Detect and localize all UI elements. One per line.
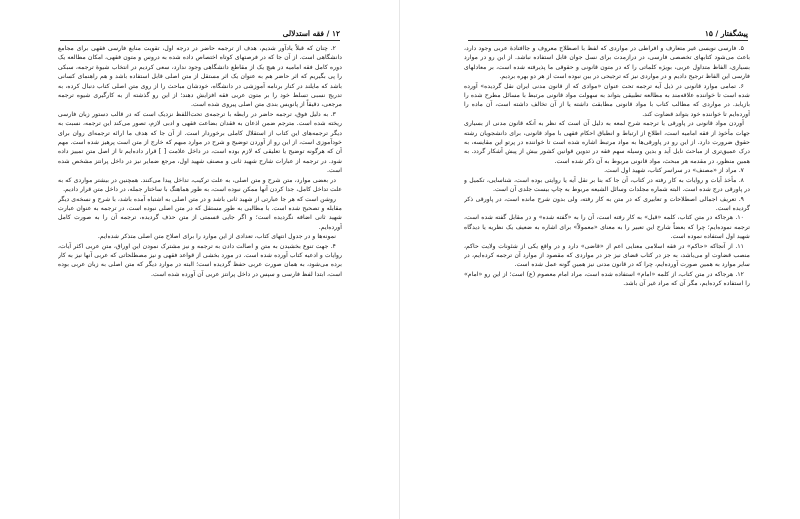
paragraph: آوردن مواد قانونی در پاورقی یا ترجمه شرح لمعه به دلیل آن است که نظر به آنکه قانون مدنی از بسیاری جهات مأخوذ از فقه امامیه است، اطلاع از ارتباط و انطباق احکام فقهی با مواد قانونی، برای دانشجویان رشته حقوق ضرورت دارد. از این رو در پاورقی‌ها به مواد مرتبط اشاره شده است تا خواننده در پرتو این مقایسه، به درک عمیق‌تری از مباحث نایل آید و بدین وسیله سهم فقه در تدوین قوانین کشور بیش از پیش آشکار گردد. به همین منظور، در مقدمه هر مبحث، مواد قانونی مربوط به آن ذکر شده است. bbox=[464, 120, 750, 165]
paragraph: ۵. فارسی نویسی غیر متعارف و افراطی در مواردی که لفظ با اصطلاح معروف و جاافتادهٔ عربی وجود دارد، باعث می‌شود کتابهای تخصصی فارسی، در درازمدت برای نسل جوان قابل استفاده نباشد. از این رو در موارد بسیاری، الفاظ متداول عربی، بویژه کلماتی را که در متون قانونی و حقوقی ما پذیرفته شده است، بر معادلهای فارسی این الفاظ ترجیح دادیم و در مواردی نیز که ترجیحی در بین نبوده است از هر دو بهره بردیم. bbox=[464, 45, 750, 81]
right-page-header bbox=[468, 24, 748, 41]
paragraph: ۲. چنان که قبلاً یادآور شدیم، هدف از ترجمه حاضر در درجه اول، تقویت منابع فارسی فقهی برای مجامع دانشگاهی است. از آن جا که در فرصتهای کوتاه اختصاص داده شده به دروس و متون فقهی، امکان مطالعه یک دوره کامل فقه امامیه در هیچ یک از مقاطع دانشگاهی وجود ندارد، سعی کردیم در انتخاب شیوهٔ ترجمه، سبکی را پی بگیریم که اثر حاضر هم به عنوان یک اثر مستقل از متن اصلی قابل استفاده باشد و هم راهنمای کسانی باشد که مایلند در کنار برنامه آموزشی در دانشگاه، خودشان مباحث را از روی متن اصلی کتاب دنبال کرده، به تدریج نسبی تسلط خود را بر متون عربی فقه افزایش دهند؛ از این رو گذشته از به کارگیری شیوه ترجمه مرجعی، دقیقاً از پانویس بندی متن اصلی پیروی شده است. bbox=[58, 45, 342, 109]
left-page-header-title: ۱۲ / فقه استدلالی bbox=[282, 29, 340, 38]
paragraph: ۱۰. هرجاکه در متن کتاب، کلمه «قیل» به کار رفته است، آن را به «گفته شده» و در مقابل گفته شده است، ترجمه نموده‌ایم؛ چرا که بعضاً شارح این تعبیر را به معنای «معمولاً» برای اشاره به ضعیف یک نظریه یا دیدگاه شهید اول استفاده نموده است. bbox=[464, 214, 750, 241]
right-page-body bbox=[464, 44, 750, 504]
paragraph: ۹. تعریف اجمالی اصطلاحات و تعابیری که در متن به کار رفته، ولی بدون شرح مانده است، در پاورقی ذکر گردیده است. bbox=[464, 195, 750, 212]
left-page-header bbox=[60, 24, 340, 41]
left-page-body bbox=[58, 44, 342, 504]
paragraph: ۳. به دلیل فوق، ترجمه حاضر در رابطه با ترجمه‌ی تحت‌اللفظ نزدیک است که در قالب دستور زبان فارسی ریخته شده است. مترجم ضمن اذعان به فقدان بضاعت فقهی و ادبی لازم، تصور می‌کند این ترجمه، نسبت به دیگر ترجمه‌های این کتاب از استقلال کاملی برخوردار است. از آن جا که هدف ما ارائه ترجمه‌ای روان برای خودآموزی است، از این رو از آوردن توضیح و شرح در موارد مبهم که خارج از متن است پرهیز شده است. مهم آن که هرگونه توضیح یا تعلیقی که لازم بوده است، در داخل علامت [ ] قرار داده‌ایم تا از اصل متن تمییز داده شود. در ترجمه از عبارات شارح شهید ثانی و مصنف شهید اول، مرجع ضمایر نیز در داخل پرانتز مشخص شده است. bbox=[58, 110, 342, 175]
paragraph: در بعضی موارد، متن شرح و متن اصلی، به علت ترکیب، تداخل پیدا می‌کنند. همچنین در بیشتر مواردی که به علت تداخل کامل، جدا کردن آنها ممکن نبوده است، به طور هماهنگ با ساختار جمله، در داخل متن قرار دادیم. bbox=[58, 176, 342, 194]
paragraph: ۷. مراد از «مصنف» در سراسر کتاب، شهید اول است. bbox=[604, 167, 744, 175]
paragraph: نمونه‌ها و در جدول انتهای کتاب، تعدادی از این موارد را برای اصلاح متن اصلی متذکر شده‌ایم. bbox=[97, 233, 336, 241]
paragraph: ۶. تمامی موارد قانونی در ذیل آیه ترجمه تحت عنوان «موادی که از قانون مدنی ایران نقل گردیده» آورده شده است تا خواننده علاقه‌مند به مطالعه تطبیقی بتواند به سهولت مواد قانونی مرتبط با مسائل مطرح شده را بازیابد. در مواردی که مطالب کتاب با مواد قانونی مطابقت داشته یا از آن تخالف داشته است، آن ماده را آورده‌ایم تا خواننده خود بتواند قضاوت کند. bbox=[464, 82, 750, 118]
paragraph: ۱۱. از آنجاکه «حاکم» در فقه اسلامی معنایی اعم از «قاضی» دارد و در واقع یکی از شئونات ولایت حاکم، منصب قضاوت او می‌باشد، به جز در کتاب قضای نیز جز در مواردی که مقصود از موارد آن ترجمه کرده‌ایم، در سایر موارد به همین صورت آورده‌ایم، چرا که در قانون مدنی نیز همین گونه عمل شده است. bbox=[464, 242, 750, 269]
right-page-header-title: پیشگفتار / ۱۵ bbox=[704, 29, 748, 38]
right-page bbox=[400, 0, 800, 519]
paragraph: ۴. جهت تنوع بخشیدن به متن و اصالت دادن به ترجمه و نیز مشترک نمودن این اوراق، متن عربی اکثر آیات، روایات و ادعیه کتاب آورده شده است. در مورد بخشی از قواعد فقهی و نیز مصطلحاتی که عربی آنها نیز به کار برده می‌شود، به همان صورت عربی حفظ گردیده است؛ البته در موارد دیگر که متن اصلی به زبان عربی بوده است، ابتدا لفظ فارسی و سپس در داخل پرانتز عربی آن آورده شده است. bbox=[58, 242, 342, 278]
paragraph: ۱۲. هرجاکه در متن کتاب، از کلمه «امام» استفاده شده است، مراد امام معصوم (ع) است؛ از این رو «امام» را استفاده کرده‌ایم، مگر آن که مراد غیر آن باشد. bbox=[464, 270, 750, 288]
paragraph: روشن است که هر جا عبارتی از شهید ثانی باشد و در متن اصلی به اشتباه آمده باشد، با شرح و نسخه‌ی دیگر مقابله و تصحیح شده است. با مطالبی به طور مستقل که در متن اصلی نبوده است، در ترجمه به عنوان عبارت شهید ثانی اضافه نگردیده است؛ و اگر جایی قسمتی از متن حذف گردیده، ترجمه آن را به صورت کامل آورده‌ایم. bbox=[58, 195, 342, 231]
paragraph: ۸. مأخذ آیات و روایات به کار رفته در کتاب، آن جا که بنا بر نقل آیه یا روایتی بوده است، شناسایی، تکمیل و در پاورقی درج شده است. البته شماره مجلدات وسائل الشیعه مربوط به چاپ بیست جلدی آن است. bbox=[464, 176, 750, 194]
